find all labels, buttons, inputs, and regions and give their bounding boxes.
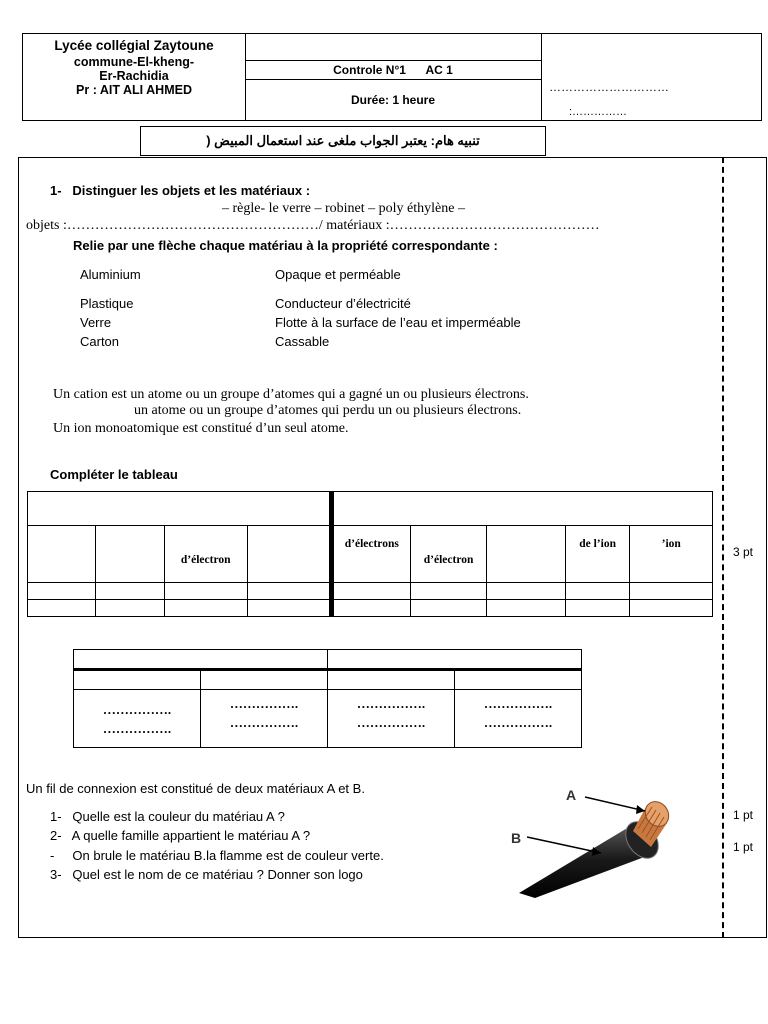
- answer-dots: …………….: [102, 720, 172, 736]
- table2-header-right: [328, 650, 582, 670]
- table1-group-header-left: [28, 492, 332, 526]
- exam-title: Controle N°1 AC 1: [245, 61, 541, 80]
- answer-dots: …………….: [229, 696, 299, 711]
- exam-header: [22, 33, 762, 121]
- points-column-divider: [722, 157, 724, 938]
- wire-question: 2- A quelle famille appartient le matériau A ?: [50, 828, 311, 843]
- table1-header-cell: [28, 526, 96, 583]
- section1-heading: 1- Distinguer les objets et les matériaux :: [50, 183, 311, 198]
- anion-definition: un atome ou un groupe d’atomes qui perdu un ou plusieurs électrons.: [134, 403, 522, 418]
- school-info: [23, 34, 246, 120]
- answer-dots: …………….: [229, 715, 299, 730]
- school-commune: commune-El-kheng-: [73, 55, 195, 69]
- student-info: [541, 34, 761, 120]
- table-row: [28, 600, 713, 617]
- table1-header-cell: d’électrons: [331, 526, 410, 583]
- property-item: Flotte à la surface de l’eau et imperméable: [275, 315, 521, 330]
- school-name: Lycée collégial Zaytoune: [54, 38, 214, 53]
- property-item: Opaque et perméable: [275, 267, 401, 282]
- material-item: Aluminium: [80, 267, 141, 282]
- table1-header-cell: d’électron: [410, 526, 487, 583]
- label-b: B: [511, 830, 522, 846]
- wire-intro: Un fil de connexion est constitué de deux matériaux A et B.: [26, 781, 365, 796]
- table1-header-cell: d’électron: [164, 526, 247, 583]
- link-instruction: Relie par une flèche chaque matériau à la propriété correspondante :: [73, 238, 498, 253]
- teacher-name: Pr : AIT ALI AHMED: [76, 83, 192, 97]
- arrow-a: [585, 797, 645, 811]
- table1-header-cell: [487, 526, 565, 583]
- answer-dots: …………….: [102, 701, 172, 717]
- warning-banner: تنبيه هام: يعتبر الجواب ملغى عند استعمال المبيض (: [140, 126, 546, 156]
- points-badge: 1 pt: [733, 840, 754, 854]
- table1-group-header-right: [331, 492, 712, 526]
- answer-dots: …………….: [483, 715, 553, 730]
- property-item: Conducteur d’électricité: [275, 296, 411, 311]
- wire-question: 3- Quel est le nom de ce matériau ? Donner son logo: [50, 867, 363, 882]
- table1-header-cell: ’ion: [630, 526, 713, 583]
- student-class-dots: :……………: [569, 106, 628, 118]
- answer-dots: …………….: [483, 696, 553, 711]
- cation-definition: Un cation est un atome ou un groupe d’atomes qui a gagné un ou plusieurs électrons.: [53, 387, 529, 402]
- monoatomic-definition: Un ion monoatomique est constitué d’un seul atome.: [53, 421, 349, 436]
- wire-question: - On brule le matériau B.la flamme est de couleur verte.: [50, 848, 384, 863]
- points-badge: 3 pt: [733, 545, 754, 559]
- exam-duration: Durée: 1 heure: [350, 93, 436, 107]
- table-row: [28, 583, 713, 600]
- answer-dots: …………….: [356, 696, 426, 711]
- section1-items: – règle- le verre – robinet – poly éthylène –: [222, 201, 465, 216]
- table1-header-cell: [247, 526, 331, 583]
- answer-table: [73, 649, 582, 748]
- material-item: Verre: [80, 315, 112, 330]
- table-row: [74, 690, 582, 748]
- material-item: Plastique: [80, 296, 134, 311]
- arrow-b: [527, 837, 601, 853]
- school-city: Er-Rachidia: [99, 69, 169, 83]
- student-name-dots: …………………………: [549, 80, 669, 94]
- table1-header-cell: [96, 526, 164, 583]
- answer-dots: …………….: [356, 715, 426, 730]
- points-badge: 1 pt: [733, 808, 754, 822]
- table1-header-cell: de l’ion: [565, 526, 630, 583]
- cable-illustration: [505, 785, 705, 900]
- section1-answer-line: objets :………………………………………………/ matériaux :………………………………………: [26, 218, 600, 233]
- wire-question: 1- Quelle est la couleur du matériau A ?: [50, 809, 285, 824]
- ion-table: [27, 491, 713, 617]
- material-item: Carton: [80, 334, 120, 349]
- exam-info: [245, 34, 542, 120]
- label-a: A: [566, 787, 577, 803]
- property-item: Cassable: [275, 334, 330, 349]
- table1-title: Compléter le tableau: [50, 467, 178, 482]
- table2-header-left: [74, 650, 328, 670]
